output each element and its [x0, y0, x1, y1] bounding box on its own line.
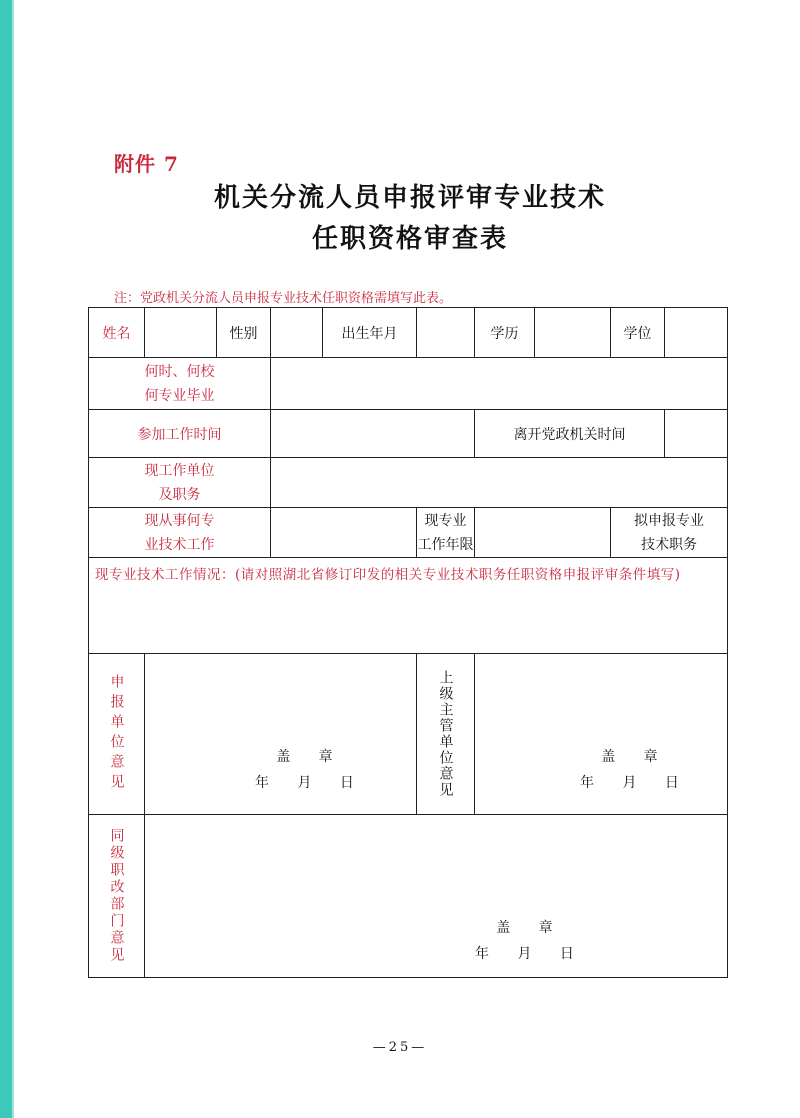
row-peer-reform-opinion — [89, 815, 728, 978]
superior-stamp-block — [580, 744, 691, 796]
label-work-years — [417, 508, 475, 558]
apply-unit-date: 年 月 日 — [255, 775, 366, 791]
field-current-work[interactable] — [271, 508, 417, 558]
page-number: —25— — [372, 1040, 428, 1055]
label-graduation-line1: 何时、何校 — [144, 363, 215, 380]
superior-stamp: 盖 章 — [601, 749, 670, 765]
label-graduation-line2: 何专业毕业 — [144, 387, 215, 404]
page-edge-strip-light — [12, 0, 14, 1118]
label-work-years-line1: 现专业 — [424, 512, 467, 529]
label-work-description: 现专业技术工作情况：(请对照湖北省修订印发的相关专业技术职务任职资格申报评审条件填写) — [95, 567, 681, 583]
apply-unit-stamp: 盖 章 — [276, 749, 345, 765]
row-work-time — [89, 410, 728, 458]
superior-date: 年 月 日 — [580, 775, 691, 791]
label-planned-position — [611, 508, 728, 558]
form-note: 注：党政机关分流人员申报专业技术任职资格需填写此表。 — [114, 291, 453, 306]
label-work-start: 参加工作时间 — [89, 410, 271, 458]
label-unit-line2: 及职务 — [158, 486, 201, 503]
field-work-description[interactable] — [89, 558, 728, 654]
document-title-line2: 任职资格审查表 — [311, 224, 508, 254]
label-superior-opinion-text: 上级主管单位意见 — [437, 670, 454, 798]
label-leave-time: 离开党政机关时间 — [475, 410, 665, 458]
apply-unit-stamp-block — [255, 744, 366, 796]
row-unit — [89, 458, 728, 508]
field-leave-time[interactable] — [665, 410, 728, 458]
field-unit[interactable] — [271, 458, 728, 508]
field-degree[interactable] — [665, 308, 728, 358]
field-graduation[interactable] — [271, 358, 728, 410]
field-name[interactable] — [145, 308, 217, 358]
row-current-work — [89, 508, 728, 558]
peer-reform-stamp: 盖 章 — [496, 920, 565, 936]
review-form-table — [88, 307, 728, 978]
label-planned-position-line2: 技术职务 — [641, 536, 697, 553]
row-basic-info — [89, 308, 728, 358]
page-edge-strip — [0, 0, 12, 1118]
row-work-description — [89, 558, 728, 654]
field-education[interactable] — [535, 308, 611, 358]
superior-opinion-area — [475, 654, 727, 814]
peer-reform-opinion-area — [145, 815, 727, 977]
field-birth[interactable] — [417, 308, 475, 358]
field-peer-reform-opinion[interactable] — [145, 815, 728, 978]
label-peer-reform-opinion — [89, 815, 145, 978]
attachment-label: 附件 7 — [114, 152, 179, 176]
label-birth: 出生年月 — [323, 308, 417, 358]
peer-reform-date: 年 月 日 — [475, 946, 586, 962]
label-current-work-line1: 现从事何专 — [144, 512, 215, 529]
label-superior-opinion — [417, 654, 475, 815]
label-apply-unit-opinion — [89, 654, 145, 815]
label-current-work-line2: 业技术工作 — [144, 536, 215, 553]
label-work-years-line2: 工作年限 — [417, 536, 474, 553]
peer-reform-stamp-block — [475, 915, 586, 967]
label-peer-reform-opinion-text: 同级职改部门意见 — [108, 828, 125, 964]
label-unit — [89, 458, 271, 508]
label-gender: 性别 — [217, 308, 271, 358]
field-work-start[interactable] — [271, 410, 475, 458]
field-work-years[interactable] — [475, 508, 611, 558]
label-degree: 学位 — [611, 308, 665, 358]
row-graduation — [89, 358, 728, 410]
label-apply-unit-opinion-text: 申报单位意见 — [108, 674, 125, 794]
apply-unit-opinion-area — [145, 654, 416, 814]
label-name: 姓名 — [89, 308, 145, 358]
label-education: 学历 — [475, 308, 535, 358]
label-current-work — [89, 508, 271, 558]
field-apply-unit-opinion[interactable] — [145, 654, 417, 815]
field-superior-opinion[interactable] — [475, 654, 728, 815]
field-gender[interactable] — [271, 308, 323, 358]
label-graduation — [89, 358, 271, 410]
label-planned-position-line1: 拟申报专业 — [634, 512, 704, 529]
row-opinions — [89, 654, 728, 815]
label-unit-line1: 现工作单位 — [144, 462, 215, 479]
document-title-line1: 机关分流人员申报评审专业技术 — [213, 183, 606, 213]
